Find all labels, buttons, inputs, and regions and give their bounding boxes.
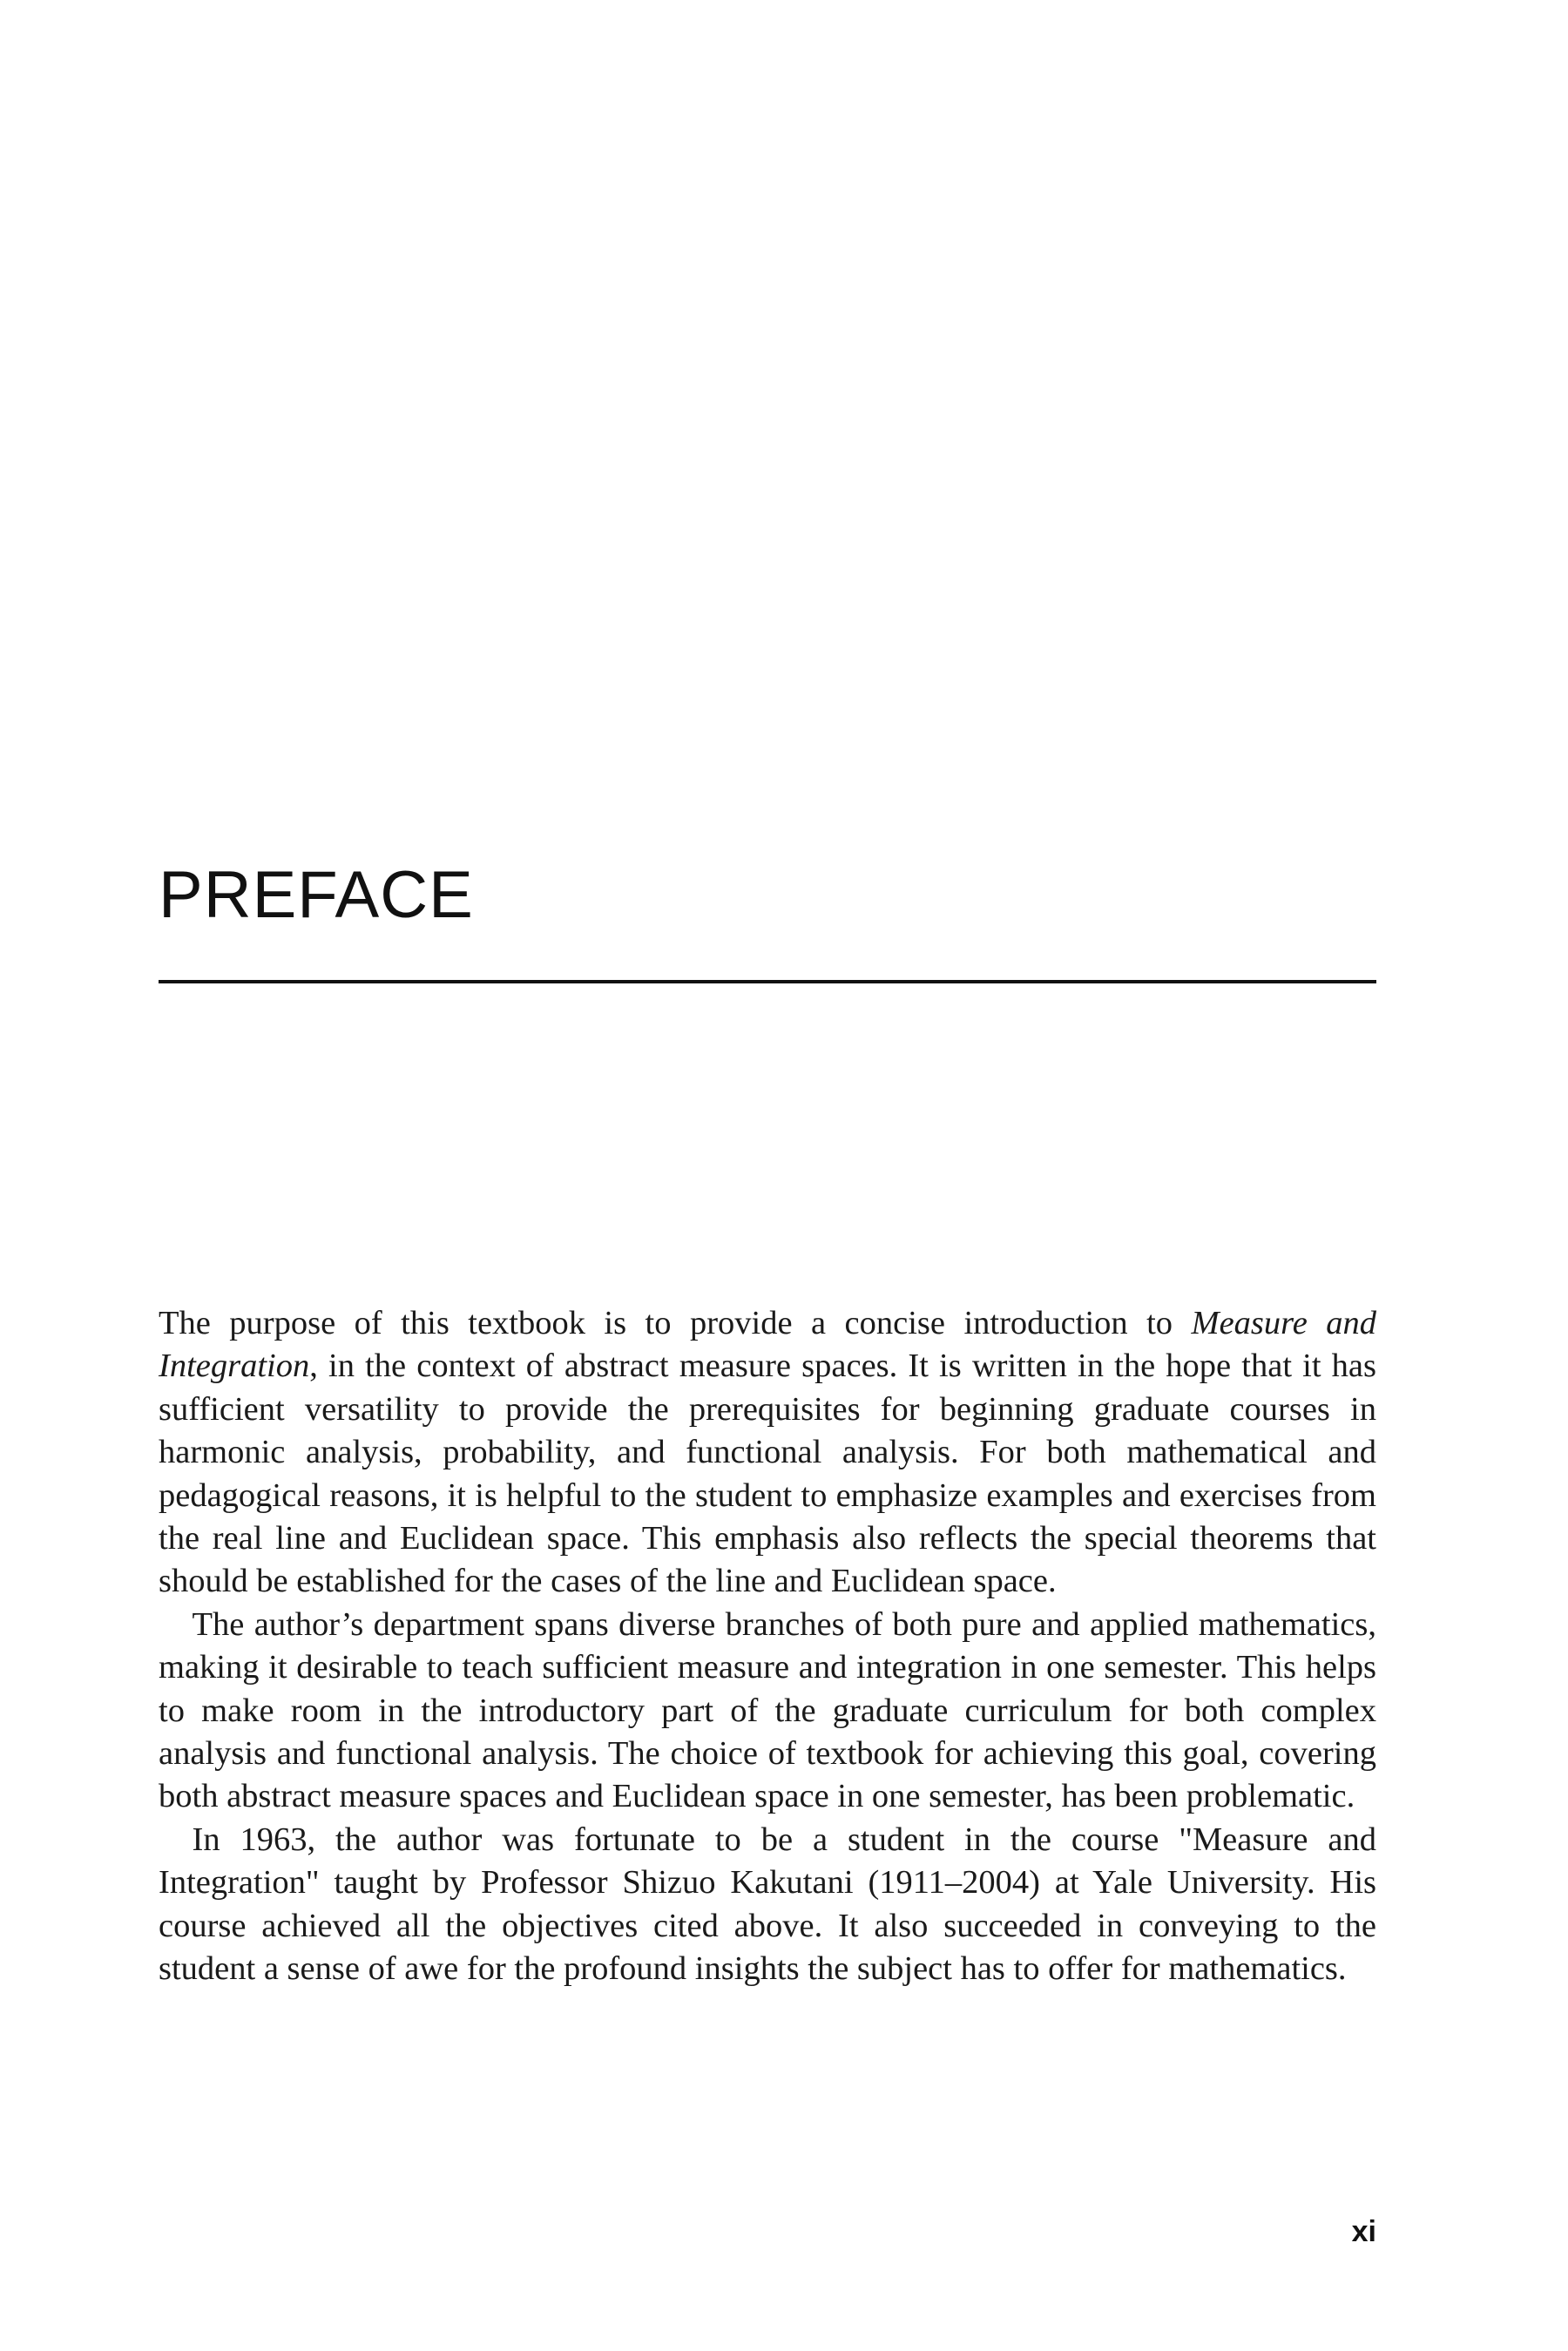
preface-body	[159, 1302, 1376, 1991]
paragraph-3: In 1963, the author was fortunate to be a student in the course "Measure and Integration" taught by Professor Shizuo Kakutani (1911–2004) at Yale University. His course achieved all the objectives cited above. It also succeeded in conveying to the student a sense of awe for the profound insights the subject has to offer for mathematics.	[159, 1821, 1376, 1988]
title-rule	[159, 980, 1376, 983]
paragraph-1-rest: , in the context of abstract measure spaces. It is written in the hope that it has sufficient versatility to provide the prerequisites for beginning graduate courses in harmonic analysis, probability, and functional analysis. For both mathematical and pedagogical reasons, it is helpful to the student to emphasize examples and exercises from the real line and Euclidean space. This emphasis also reflects the special theorems that should be established for the cases of the line and Euclidean space.	[159, 1348, 1376, 1600]
paragraph-1-lead: The purpose of this textbook is to provide a concise introduction to	[159, 1305, 1192, 1341]
chapter-title: PREFACE	[159, 858, 474, 932]
page-number: xi	[1351, 2215, 1376, 2248]
paragraph-2: The author’s department spans diverse branches of both pure and applied mathematics, making it desirable to teach sufficient measure and integration in one semester. This helps to make room in the introductory part of the graduate curriculum for both complex analysis and functional analysis. The choice of textbook for achieving this goal, covering both abstract measure spaces and Euclidean space in one semester, has been problematic.	[159, 1605, 1376, 1815]
book-subject-emphasis: Measure and Integration	[159, 1305, 1376, 1385]
paragraph-1	[159, 1302, 1376, 1604]
